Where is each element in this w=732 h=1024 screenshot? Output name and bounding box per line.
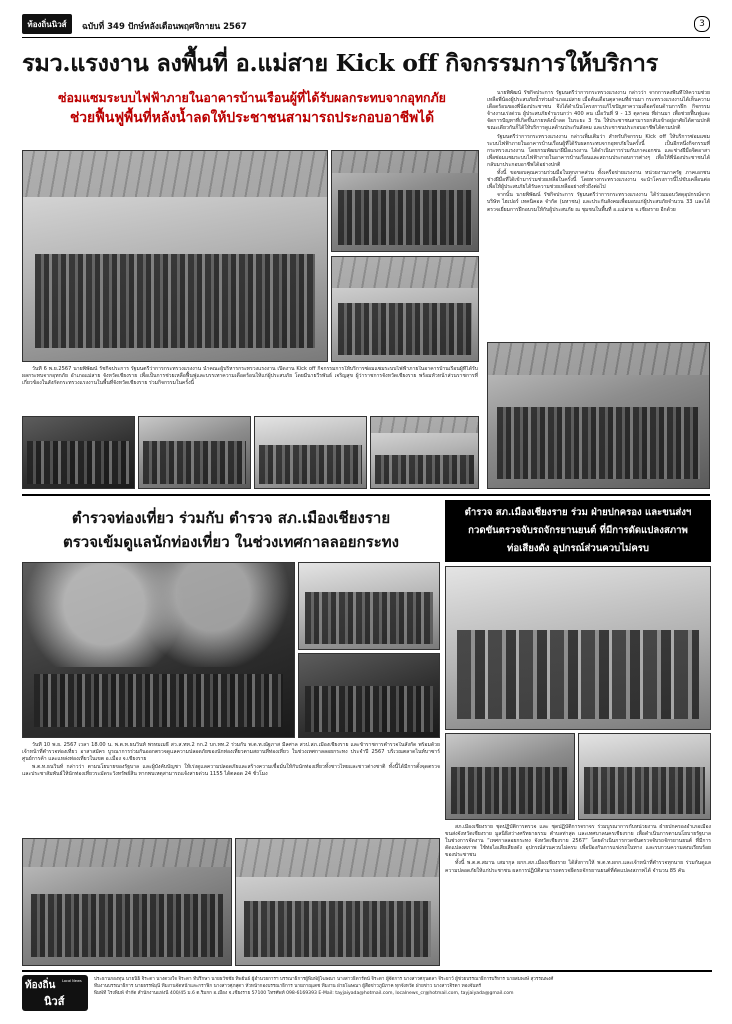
photo-police-market-2 xyxy=(235,838,440,966)
right-headline-line-3: ท่อเสียงดัง อุปกรณ์ส่วนควบไม่ครบ xyxy=(507,543,649,554)
photo-small-1 xyxy=(22,416,135,489)
header-rule xyxy=(22,37,710,38)
right-headline-line-1: ตำรวจ สภ.เมืองเชียงราย ร่วม ฝ่ายปกครอง และขนส่งฯ xyxy=(464,507,692,518)
main-story-paragraph: รัฐมนตรีว่าการกระทรวงแรงงาน กล่าวเพิ่มเติมว่า สำหรับกิจกรรม Kick off ให้บริการซ่อมแซมระบบไฟฟ้าภายในอาคารบ้านเรือนผู้ที่ได้รับผลกระทบจากอุทกภัยในครั้งนี้ เป็นอีกหนึ่งกิจกรรมที่กระทรวงแรงงาน โดยกรมพัฒนาฝีมือแรงงาน ได้ดำเนินการร่วมกับภาคเอกชน และช่างฝีมือจิตอาสา เพื่อซ่อมแซมระบบไฟฟ้าภายในอาคารบ้านเรือนและสถานประกอบการต่างๆ เพื่อให้พี่น้องประชาชนได้กลับมาประกอบอาชีพได้อย่างปกติ xyxy=(487,133,710,168)
police-headline xyxy=(22,506,440,554)
right-story-header xyxy=(445,500,711,562)
footer-logo-sub: นิวส์ xyxy=(44,995,65,1008)
photo-motorcycle-check-2 xyxy=(445,733,575,820)
section-divider xyxy=(22,494,710,496)
main-story-paragraph: นายพิพัฒน์ รัชกิจประการ รัฐมนตรีว่าการกระทรวงแรงงาน กล่าวว่า จากการลงพื้นที่ให้ความช่วยเหลือพี่น้องผู้ประสบภัยน้ำท่วมอำเภอแม่สาย เมื่อต้นเดือนตุลาคมที่ผ่านมา กระทรวงแรงงานได้เห็นความเดือดร้อนของพี่น้องประชาชน จึงได้ดำเนินโครงการแก้ไขปัญหาความเดือดร้อนด้านการฝึก กิจกรรมจ้างงานเร่งด่วน ผู้ประสบภัยจำนวนกว่า 400 คน เมื่อวันที่ 9 - 13 ตุลาคม ที่ผ่านมา เพื่อช่วยฟื้นฟูและจัดการปัญหาที่เกิดขึ้นภายหลังน้ำลด ในระยะ 3 วัน ให้ประชาชนสามารถกลับเข้าอยู่อาศัยได้ตามปกติ ขณะเดียวกันก็ได้ให้บริการดูแลด้านประกันสังคม และประชาชนประกอบอาชีพได้ตามปกติ xyxy=(487,90,710,132)
photo-police-night-patrol xyxy=(298,653,440,738)
issue-info: ฉบับที่ 349 ปักษ์หลังเดือนพฤศจิกายน 2567 xyxy=(82,22,247,32)
photo-police-talk-tourist xyxy=(298,562,440,650)
photo-motorcycle-check-1 xyxy=(445,566,711,730)
footer-credits-line: ทีมงานบรรณาธิการ นายธรรพ์มุนี ทีมงานจัดหน้าและกราฟิก นางสาวศุภสุดา หัวหน้ากองบรรณาธิการ นายภาณุเดช ทีมงาน ฝ่ายโฆษณา ผู้สื่อข่าวภูมิภาค ทุกจังหวัด ฝ่ายข่าว นางสาวจิรดา ทองจันทร์ xyxy=(94,984,482,989)
police-story-paragraph: วันที่ 10 พ.ย. 2567 เวลา 18.00 น. พ.ต.ท.ธนวินท์ พรหมเมธี สว.ส.ทท.2 กก.2 บก.ทท.2 ร่วมกับ พ.ต.ท.ณัฐภาส มีลศาล สวป.สภ.เมืองเชียงราย และข้าราชการตำรวจในสังกัด พร้อมด้วย เจ้าหน้าที่ตำรวจท่องเที่ยว อาสาสมัคร บูรณาการร่วมกันออกตรวจดูแลความปลอดภัยของนักท่องเที่ยวตามสถานที่ท่องเที่ยว ในช่วงเทศกาลลอยกระทง ประจำปี 2567 บริเวณตลาดไนท์บาซาร์ ศูนย์การค้า และแหล่งท่องเที่ยวในเขต อ.เมือง จ.เชียงราย xyxy=(22,742,440,763)
right-headline-line-2: กวดขันตรวจจับรถจักรยานยนต์ ที่มีการดัดแปลงสภาพ xyxy=(468,525,688,536)
footer xyxy=(22,970,712,1014)
right-story-paragraph: ทั้งนี้ พ.ต.ต.สมาน เสมากุล ผกก.สภ.เมืองเชียงราย ได้สั่งการให้ พ.ต.ท.ผกก.และเจ้าหน้าที่ตำรวจทุกนาย ร่วมกันดูแลความปลอดภัยให้แก่ประชาชน ผลการปฏิบัติสามารถตรวจยึดรถจักรยานยนต์ที่ดัดแปลงสภาพได้ จำนวน 85 คัน xyxy=(445,860,711,874)
footer-credits xyxy=(94,976,712,1012)
photo-small-4 xyxy=(370,416,479,489)
photo-motorcycle-check-3 xyxy=(578,733,711,820)
subheadline-line-1: ซ่อมแซมระบบไฟฟ้าภายในอาคารบ้านเรือนผู้ที่ได้รับผลกระทบจากอุทกภัย xyxy=(58,90,446,105)
photo-small-2 xyxy=(138,416,251,489)
police-headline-line-2: ตรวจเข้มดูแลนักท่องเที่ยว ในช่วงเทศกาลลอยกระทง xyxy=(62,533,400,551)
photo-minister-donation xyxy=(487,342,710,489)
footer-logo-main: ท้องถิ่น xyxy=(25,980,56,991)
footer-credits-line: พิมพ์ที่ โรงพิมพ์ จำกัด สำนักงานแห่งนี้ 400/45 ม.6 ต.ริมกก อ.เมือง จ.เชียงราย 57100 โทรศัพท์ 098-6169393 E-Mail: tayjaiyada@hotmail.com, localnews_cr@hotmail.com, tayjaiyada@gmail.com xyxy=(94,991,514,996)
main-story-paragraph: ทั้งนี้ ขอขอบคุณความร่วมมือในทุกภาคส่วน ทั้งเครือข่ายแรงงาน หน่วยงานภาครัฐ ภาคเอกชน ช่างฝีมือที่ได้เข้ามาร่วมช่วยเหลือในครั้งนี้ โดยทางกระทรวงแรงงาน จะนำโครงการนี้ไปขับเคลื่อนต่อ เพื่อให้ผู้ประสบภัยได้รับความช่วยเหลืออย่างทั่วถึงต่อไป xyxy=(487,170,710,191)
photo-minister-tent xyxy=(331,256,479,362)
photo-police-market-1 xyxy=(22,838,232,966)
masthead-logo: ท้องถิ่นนิวส์ xyxy=(22,14,72,34)
main-subheadline xyxy=(22,88,482,128)
police-story-body xyxy=(22,742,440,834)
main-story-paragraph: วันที่ 6 พ.ย.2567 นายพิพัฒน์ รัชกิจประการ รัฐมนตรีว่าการกระทรวงแรงงาน นำคณะผู้บริหารกระทรวงแรงงาน เปิดงาน Kick off กิจกรรมการให้บริการซ่อมแซมระบบไฟฟ้าภายในอาคารบ้านเรือนผู้ที่ได้รับผลกระทบจากอุทกภัย อำเภอแม่สาย จังหวัดเชียงราย เพื่อเป็นการช่วยเหลือฟื้นฟูและบรรเทาความเดือดร้อนให้แก่ผู้ประสบภัย โดยมีนายวีรพันธ์ เจริญสุข ผู้ว่าราชการจังหวัดเชียงราย พร้อมหัวหน้าส่วนราชการที่เกี่ยวข้องในสังกัดกระทรวงแรงงานในพื้นที่จังหวัดเชียงราย ร่วมกิจกรรมในครั้งนี้ xyxy=(22,366,478,387)
main-story-body-left xyxy=(22,366,478,412)
main-story-body-right xyxy=(487,90,710,338)
photo-small-3 xyxy=(254,416,367,489)
footer-logo-tag: Local News xyxy=(62,979,82,983)
right-story-body xyxy=(445,824,711,966)
photo-ceremony-group xyxy=(22,150,328,362)
photo-minister-group-outdoor xyxy=(331,150,479,252)
page-number: 3 xyxy=(694,16,710,32)
right-story-paragraph: สภ.เมืองเชียงราย ชุดปฏิบัติการตรวจ และ ชุดปฏิบัติการจราจร ร่วมบูรณาการกับหน่วยงาน ฝ่ายปกครองอำเภอเมือง ขนส่งจังหวัดเชียงราย มูลนิธิสว่างศรัทธาธรรม ตำบลท่าสุด และเทศบาลนครเชียงราย เพื่อดำเนินการตามนโยบายรัฐบาล ในช่วงการจัดงาน “เทศกาลลอยกระทง จังหวัดเชียงราย 2567” โดยดำเนินการกวดขันตรวจจับรถจักรยานยนต์ ที่มีการดัดแปลงสภาพ ใช้ท่อไอเสียเสียงดัง อุปกรณ์ส่วนควบไม่ครบ เพื่อป้องกันการแข่งรถในทาง และรบกวนความสงบเรียบร้อยของประชาชน xyxy=(445,824,711,859)
main-story-paragraph: จากนั้น นายพิพัฒน์ รัชกิจประการ รัฐมนตรีว่าการกระทรวงแรงงาน ได้ร่วมมอบวัสดุอุปกรณ์จากบริษัท ไฮเปอร์ เทคนิคอล จำกัด (มหาชน) และประกันสังคมเพื่อมอบแก่ผู้ประสบภัยจำนวน 33 และได้ตรวจเยี่ยมการฝึกอบรมให้กับผู้ประสบภัย ณ ชุมชนในพื้นที่ อ.แม่สาย จ.เชียงราย อีกด้วย xyxy=(487,192,710,213)
police-headline-line-1: ตำรวจท่องเที่ยว ร่วมกับ ตำรวจ สภ.เมืองเชียงราย xyxy=(71,509,391,527)
subheadline-line-2: ช่วยฟื้นฟูพื้นที่หลังน้ำลดให้ประชาชนสามารถประกอบอาชีพได้ xyxy=(69,110,435,126)
main-headline: รมว.แรงงาน ลงพื้นที่ อ.แม่สาย Kick off กิจกรรมการให้บริการ xyxy=(22,49,658,77)
footer-logo xyxy=(22,975,88,1011)
photo-police-lineup xyxy=(22,562,295,738)
footer-credits-line: ประธานกองทุน นายนิธิ จิระดา นางดวงใจ จิระดา ที่ปรึกษา นายธวัชชัย ทิพย์นธ์ ผู้อำนวยการฯ บรรณาธิการผู้พิมพ์ผู้โฆษณา นางสาวธิดารัตน์ จิระดา ผู้จัดการ นางสาวศกุนตลา จีระยาว์ ผู้ช่วยบรรณาธิการบริหาร นายสมพงษ์ สุวรรณพงศ์ xyxy=(94,977,554,982)
police-story-paragraph: พ.ต.ท.ธนวินท์ กล่าวว่า ตามนโยบายของรัฐบาล และผู้บังคับบัญชา ให้เร่งดูแลความปลอดภัยและสร้างความเชื่อมั่นให้กับนักท่องเที่ยวทั้งชาวไทยและชาวต่างชาติ ทั้งนี้ได้มีการตั้งจุดตรวจและประชาสัมพันธ์ให้นักท่องเที่ยวระมัดระวังทรัพย์สิน หากพบเหตุสามารถแจ้งสายด่วน 1155 ได้ตลอด 24 ชั่วโมง xyxy=(22,764,440,778)
masthead xyxy=(22,14,710,36)
